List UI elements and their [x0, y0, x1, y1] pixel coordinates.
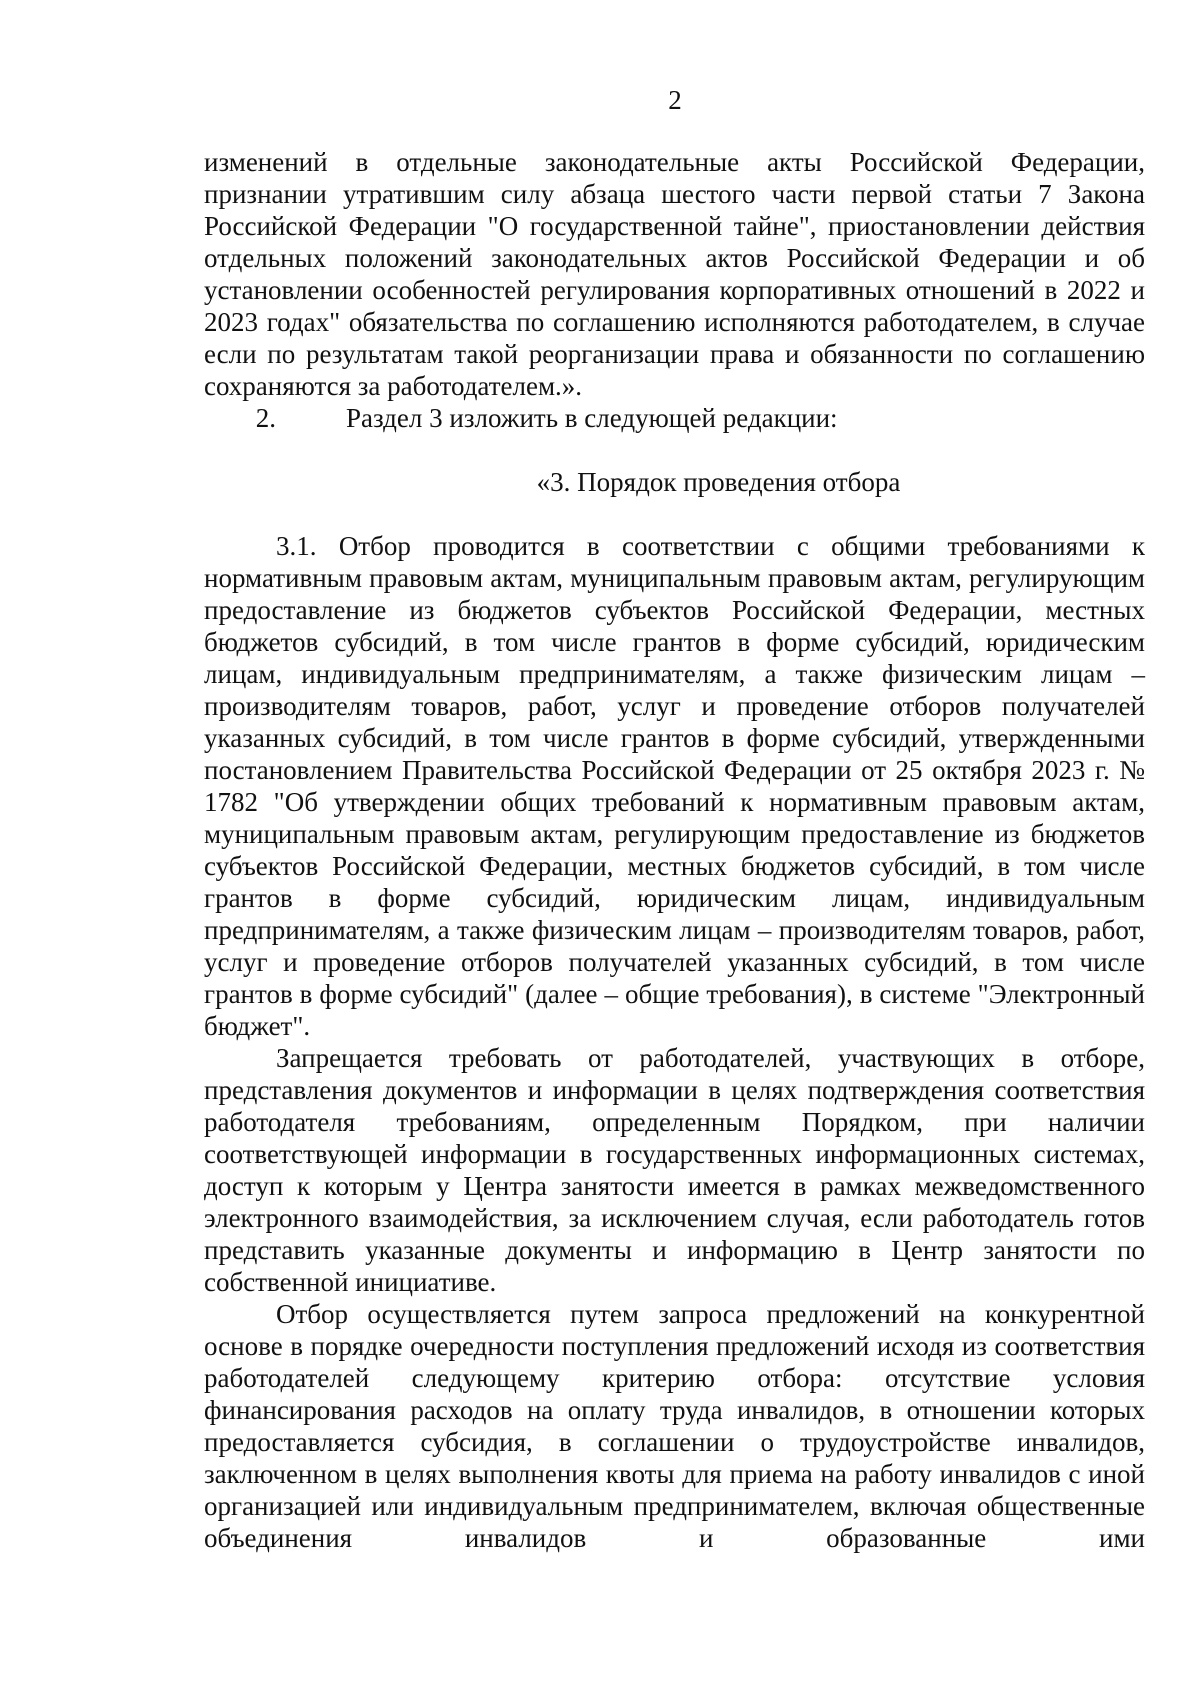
document-body — [204, 146, 1145, 1554]
list-item-text: Раздел 3 изложить в следующей редакции: — [346, 403, 838, 433]
paragraph-3-1: 3.1. Отбор проводится в соответствии с общими требованиями к нормативным правовым актам, муниципальным правовым актам, регулирующим предоставление из бюджетов субъектов Российской Федерации, местных бюджетов субсидий, в том числе грантов в форме субсидий, юридическим лицам, индивидуальным предпринимателям, а также физическим лицам – производителям товаров, работ, услуг и проведение отборов получателей указанных субсидий, в том числе грантов в форме субсидий, утвержденными постановлением Правительства Российской Федерации от 25 октября 2023 г. № 1782 "Об утверждении общих требований к нормативным правовым актам, муниципальным правовым актам, регулирующим предоставление из бюджетов субъектов Российской Федерации, местных бюджетов субсидий, в том числе грантов в форме субсидий, юридическим лицам, индивидуальным предпринимателям, а также физическим лицам – производителям товаров, работ, услуг и проведение отборов получателей указанных субсидий, в том числе грантов в форме субсидий" (далее – общие требования), в системе "Электронный бюджет". — [204, 531, 1145, 1041]
list-item-2 — [204, 402, 1145, 434]
paragraph-continuation: изменений в отдельные законодательные акты Российской Федерации, признании утратившим силу абзаца шестого части первой статьи 7 Закона Российской Федерации "О государственной тайне", приостановлении действия отдельных положений законодательных актов Российской Федерации и об установлении особенностей регулирования корпоративных отношений в 2022 и 2023 годах" обязательства по соглашению исполняются работодателем, в случае если по результатам такой реорганизации права и обязанности по соглашению сохраняются за работодателем.». — [204, 147, 1145, 401]
page-number: 2 — [668, 85, 682, 115]
paragraph-forbidden: Запрещается требовать от работодателей, участвующих в отборе, представления документов и информации в целях подтверждения соответствия работодателя требованиям, определенным Порядком, при наличии соответствующей информации в государственных информационных системах, доступ к которым у Центра занятости имеется в рамках межведомственного электронного взаимодействия, за исключением случая, если работодатель готов представить указанные документы и информацию в Центр занятости по собственной инициативе. — [204, 1043, 1145, 1297]
list-item-number: 2. — [255, 403, 276, 433]
section-heading: «3. Порядок проведения отбора — [536, 467, 901, 497]
paragraph-selection: Отбор осуществляется путем запроса предложений на конкурентной основе в порядке очередности поступления предложений исходя из соответствия работодателей следующему критерию отбора: отсутствие условия финансирования расходов на оплату труда инвалидов, в отношении которых предоставляется субсидия, в соглашении о трудоустройстве инвалидов, заключенном в целях выполнения квоты для приема на работу инвалидов с иной организацией или индивидуальным предпринимателем, включая общественные объединения инвалидов и образованные ими — [204, 1299, 1145, 1553]
